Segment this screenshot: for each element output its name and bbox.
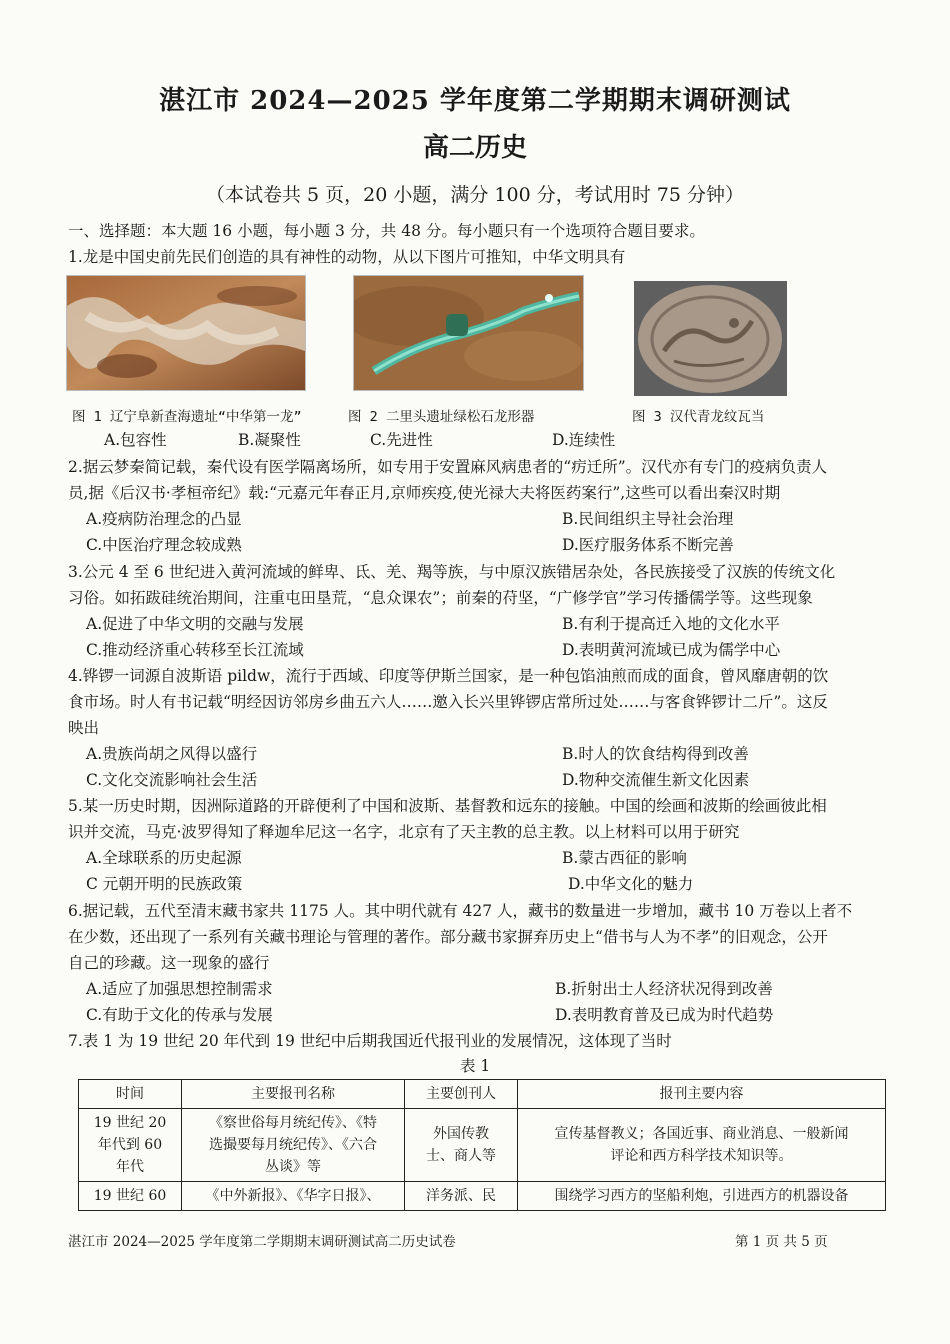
q1-option-a[interactable]: A.包容性 [104, 431, 167, 449]
figure-1-caption: 图 1 辽宁阜新查海遗址“中华第一龙” [72, 409, 302, 425]
q3-option-b[interactable]: B.有利于提高迁入地的文化水平 [562, 615, 780, 633]
row1-content-line: 宣传基督教义；各国近事、商业消息、一般新闻 [554, 1126, 849, 1142]
row1-founders [405, 1109, 518, 1182]
table-header-row [79, 1080, 886, 1109]
figure-2-image [353, 275, 584, 391]
q3-option-d[interactable]: D.表明黄河流域已成为儒学中心 [562, 641, 781, 659]
page-number: 第 1 页 共 5 页 [735, 1234, 828, 1250]
q2-option-c[interactable]: C.中医治疗理念较成熟 [86, 536, 242, 554]
table-title: 表 1 [460, 1057, 491, 1075]
row1-content-line: 评论和西方科学技术知识等。 [610, 1148, 793, 1164]
q6-stem-line1: 6.据记载，五代至清末藏书家共 1175 人。其中明代就有 427 人，藏书的数量进一步增加，藏书 10 万卷以上者不 [68, 902, 853, 920]
footer-left: 湛江市 2024—2025 学年度第二学期期末调研测试高二历史试卷 [68, 1234, 456, 1250]
exam-title: 湛江市 2024—2025 学年度第二学期期末调研测试 [159, 86, 791, 116]
row2-content: 围绕学习西方的坚船利炮，引进西方的机器设备 [518, 1182, 886, 1211]
row1-names-line: 丛谈》等 [265, 1159, 321, 1175]
q5-option-b[interactable]: B.蒙古西征的影响 [562, 849, 687, 867]
q4-option-c[interactable]: C.文化交流影响社会生活 [86, 771, 258, 789]
row1-names [182, 1109, 405, 1182]
q1-stem: 1.龙是中国史前先民们创造的具有神性的动物，从以下图片可推知，中华文明具有 [68, 248, 626, 266]
q6-option-d[interactable]: D.表明教育普及已成为时代趋势 [555, 1006, 774, 1024]
table-row [79, 1109, 886, 1182]
row1-time-line: 19 世纪 20 [93, 1115, 167, 1131]
row2-founders: 洋务派、民 [405, 1182, 518, 1211]
q6-option-c[interactable]: C.有助于文化的传承与发展 [86, 1006, 273, 1024]
q7-stem: 7.表 1 为 19 世纪 20 年代到 19 世纪中后期我国近代报刊业的发展情况，这体现了当时 [68, 1032, 672, 1050]
row1-time-line: 年代到 60 [97, 1137, 163, 1153]
q2-stem-line2: 员,据《后汉书·孝桓帝纪》载:“元嘉元年春正月,京师疾疫,使光禄大夫将医药案行”,这些可以看出秦汉时期 [68, 484, 781, 502]
section-heading: 一、选择题：本大题 16 小题，每小题 3 分，共 48 分。每小题只有一个选项符合题目要求。 [68, 222, 705, 240]
header-content: 报刊主要内容 [518, 1080, 886, 1109]
figure-3-caption: 图 3 汉代青龙纹瓦当 [632, 409, 765, 425]
q4-stem-line1: 4.铧锣一词源自波斯语 pildw，流行于西域、印度等伊斯兰国家，是一种包馅油煎而成的面食，曾风靡唐朝的饮 [68, 667, 829, 685]
exam-note: （本试卷共 5 页，20 小题，满分 100 分，考试用时 75 分钟） [206, 184, 744, 206]
q6-stem-line3: 自己的珍藏。这一现象的盛行 [68, 954, 270, 972]
row1-time [79, 1109, 182, 1182]
q5-option-a[interactable]: A.全球联系的历史起源 [86, 849, 242, 867]
q2-option-d[interactable]: D.医疗服务体系不断完善 [562, 536, 734, 554]
row1-founders-line: 士、商人等 [426, 1148, 496, 1164]
q1-option-b[interactable]: B.凝聚性 [238, 431, 301, 449]
row1-content [518, 1109, 886, 1182]
row2-time: 19 世纪 60 [79, 1182, 182, 1211]
q6-option-b[interactable]: B.折射出士人经济状况得到改善 [555, 980, 773, 998]
q5-stem-line1: 5.某一历史时期，因洲际道路的开辟便利了中国和波斯、基督教和远东的接触。中国的绘画和波斯的绘画彼此相 [68, 797, 827, 815]
q5-option-d[interactable]: D.中华文化的魅力 [568, 875, 694, 893]
row1-founders-line: 外国传教 [433, 1126, 489, 1142]
q4-stem-line3: 映出 [68, 719, 100, 737]
header-founders: 主要创刊人 [405, 1080, 518, 1109]
q2-option-a[interactable]: A.疫病防治理念的凸显 [86, 510, 242, 528]
q3-stem-line1: 3.公元 4 至 6 世纪进入黄河流域的鲜卑、氐、羌、羯等族，与中原汉族错居杂处，各民族接受了汉族的传统文化 [68, 563, 836, 581]
q5-stem-line2: 识并交流，马克·波罗得知了释迦牟尼这一名字，北京有了天主教的总主教。以上材料可以用于研究 [68, 823, 740, 841]
figure-2-caption: 图 2 二里头遗址绿松石龙形器 [348, 409, 535, 425]
q4-option-a[interactable]: A.贵族尚胡之风得以盛行 [86, 745, 258, 763]
press-table [78, 1079, 886, 1211]
q4-option-b[interactable]: B.时人的饮食结构得到改善 [562, 745, 749, 763]
q3-option-a[interactable]: A.促进了中华文明的交融与发展 [86, 615, 304, 633]
row1-names-line: 选撮要每月统纪传》、《六合 [209, 1137, 377, 1153]
q1-option-c[interactable]: C.先进性 [370, 431, 433, 449]
row2-names: 《中外新报》、《华字日报》、 [182, 1182, 405, 1211]
figure-1-image [66, 275, 306, 391]
exam-subject: 高二历史 [422, 133, 527, 163]
q6-stem-line2: 在少数，还出现了一系列有关藏书理论与管理的著作。部分藏书家摒弃历史上“借书与人为不孝”的旧观念，公开 [68, 928, 828, 946]
q4-stem-line2: 食市场。时人有书记载“明经因访邻房乡曲五六人……邀入长兴里铧锣店常所过处……与客食铧锣计二斤”。这反 [68, 693, 828, 711]
q2-stem-line1: 2.据云梦秦简记载，秦代设有医学隔离场所，如专用于安置麻风病患者的“疠迁所”。汉代亦有专门的疫病负责人 [68, 458, 828, 476]
table-row [79, 1182, 886, 1211]
figure-3-image [634, 281, 787, 396]
header-names: 主要报刊名称 [182, 1080, 405, 1109]
header-time: 时间 [79, 1080, 182, 1109]
row1-time-line: 年代 [116, 1159, 144, 1175]
q3-option-c[interactable]: C.推动经济重心转移至长江流域 [86, 641, 304, 659]
q3-stem-line2: 习俗。如拓跋硅统治期间，注重屯田垦荒，“息众课农”；前秦的苻坚，“广修学官”学习传播儒学等。这些现象 [68, 589, 813, 607]
q4-option-d[interactable]: D.物种交流催生新文化因素 [562, 771, 750, 789]
q5-option-c[interactable]: C 元朝开明的民族政策 [86, 875, 243, 893]
row1-names-line: 《察世俗每月统纪传》、《特 [209, 1115, 377, 1131]
q6-option-a[interactable]: A.适应了加强思想控制需求 [86, 980, 273, 998]
q2-option-b[interactable]: B.民间组织主导社会治理 [562, 510, 734, 528]
q1-option-d[interactable]: D.连续性 [552, 431, 616, 449]
